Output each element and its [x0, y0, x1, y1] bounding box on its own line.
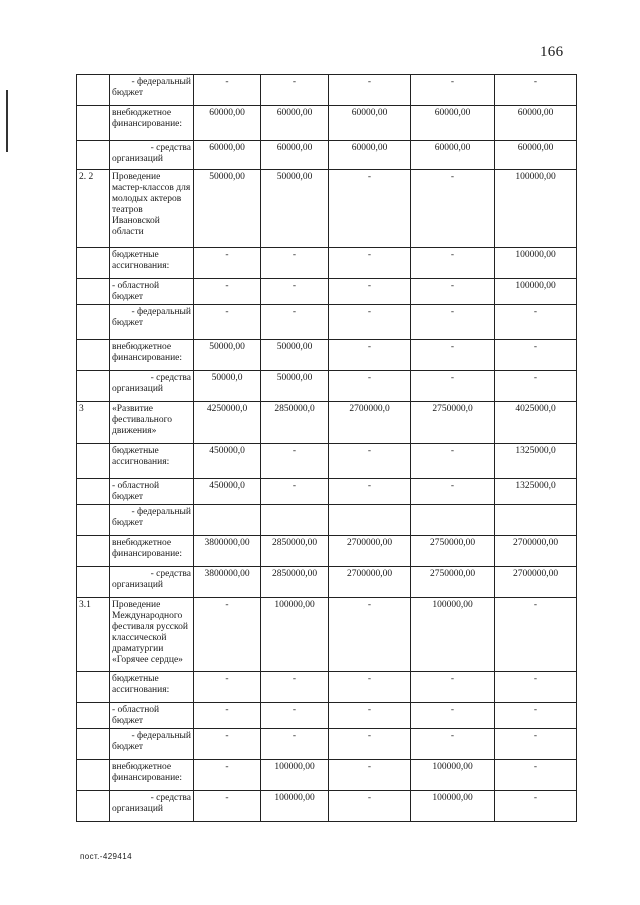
description-first-line: внебюджетное [112, 762, 172, 772]
value-cell: 2700000,00 [495, 567, 577, 598]
row-description [110, 760, 194, 791]
row-description [110, 729, 194, 760]
value-cell: - [329, 760, 411, 791]
table-row [77, 444, 577, 479]
row-number [77, 279, 110, 305]
value-cell: 50000,00 [261, 340, 329, 371]
value-cell: - [194, 760, 261, 791]
value-cell: - [329, 371, 411, 402]
value-cell: - [495, 598, 577, 672]
value-cell: - [329, 340, 411, 371]
value-cell: 4250000,0 [194, 402, 261, 444]
row-number [77, 567, 110, 598]
value-cell: - [194, 598, 261, 672]
value-cell: - [194, 75, 261, 106]
description-rest: финансирование: [112, 119, 183, 129]
row-description [110, 106, 194, 141]
value-cell: - [194, 729, 261, 760]
table-row [77, 598, 577, 672]
value-cell: - [495, 703, 577, 729]
description-rest: организаций [112, 804, 164, 814]
description-first-line: Проведение [112, 172, 161, 182]
description-rest: бюджет [112, 742, 144, 752]
row-number [77, 106, 110, 141]
value-cell: 100000,00 [261, 760, 329, 791]
description-rest: бюджет [112, 88, 144, 98]
table-row [77, 170, 577, 248]
value-cell: - [495, 729, 577, 760]
value-cell: 60000,00 [495, 106, 577, 141]
description-rest: финансирование: [112, 353, 183, 363]
description-rest: мастер-классов для молодых актеров театров Ивановской области [112, 183, 191, 237]
row-number [77, 479, 110, 505]
value-cell: 60000,00 [194, 106, 261, 141]
table-row [77, 141, 577, 170]
description-first-line: - средства [150, 373, 191, 383]
value-cell: 2700000,00 [329, 567, 411, 598]
value-cell: - [194, 703, 261, 729]
value-cell: 100000,00 [411, 791, 495, 822]
row-description [110, 340, 194, 371]
description-first-line: Проведение [112, 600, 161, 610]
value-cell [261, 505, 329, 536]
value-cell: - [261, 248, 329, 279]
margin-mark [6, 90, 8, 152]
value-cell: 60000,00 [411, 141, 495, 170]
value-cell: - [495, 760, 577, 791]
table-row [77, 75, 577, 106]
row-number [77, 444, 110, 479]
description-rest: бюджет [112, 318, 144, 328]
description-rest: организаций [112, 580, 164, 590]
description-rest: финансирование: [112, 773, 183, 783]
description-rest: фестивального движения» [112, 415, 173, 436]
value-cell [194, 505, 261, 536]
value-cell: - [495, 305, 577, 340]
value-cell: - [329, 75, 411, 106]
value-cell: 60000,00 [411, 106, 495, 141]
value-cell: - [329, 279, 411, 305]
budget-table-body [77, 75, 577, 822]
value-cell [411, 505, 495, 536]
value-cell: - [411, 248, 495, 279]
value-cell: 4025000,0 [495, 402, 577, 444]
description-rest: ассигнования: [112, 457, 170, 467]
value-cell: - [329, 248, 411, 279]
row-number [77, 141, 110, 170]
value-cell: - [329, 305, 411, 340]
description-first-line: - федеральный [131, 77, 191, 87]
value-cell: - [411, 170, 495, 248]
value-cell: 2850000,00 [261, 567, 329, 598]
value-cell: 100000,00 [411, 760, 495, 791]
row-number [77, 248, 110, 279]
table-row [77, 279, 577, 305]
value-cell: - [329, 479, 411, 505]
row-number: 3.1 [77, 598, 110, 672]
value-cell: - [261, 75, 329, 106]
value-cell: - [411, 729, 495, 760]
row-number [77, 305, 110, 340]
description-rest: организаций [112, 154, 164, 164]
value-cell: 1325000,0 [495, 444, 577, 479]
value-cell: - [194, 305, 261, 340]
row-number [77, 791, 110, 822]
table-row [77, 703, 577, 729]
table-row [77, 248, 577, 279]
value-cell: - [329, 729, 411, 760]
value-cell: - [329, 170, 411, 248]
value-cell [329, 505, 411, 536]
value-cell: - [411, 672, 495, 703]
value-cell: - [411, 371, 495, 402]
table-row [77, 760, 577, 791]
value-cell: - [411, 444, 495, 479]
value-cell: 2750000,00 [411, 567, 495, 598]
value-cell: - [329, 598, 411, 672]
row-description [110, 479, 194, 505]
row-description [110, 672, 194, 703]
description-first-line: - средства [150, 793, 191, 803]
value-cell: - [495, 340, 577, 371]
value-cell: - [261, 444, 329, 479]
value-cell: 100000,00 [261, 791, 329, 822]
table-row [77, 567, 577, 598]
value-cell [495, 505, 577, 536]
value-cell: 60000,00 [261, 106, 329, 141]
description-first-line: - областной бюджет [112, 705, 160, 726]
description-first-line: - областной бюджет [112, 481, 160, 502]
value-cell: - [261, 305, 329, 340]
value-cell: 3800000,00 [194, 536, 261, 567]
value-cell: - [261, 479, 329, 505]
value-cell: - [329, 791, 411, 822]
row-description [110, 248, 194, 279]
value-cell: 100000,00 [495, 279, 577, 305]
value-cell: - [495, 791, 577, 822]
description-rest: ассигнования: [112, 261, 170, 271]
value-cell: - [194, 672, 261, 703]
description-first-line: - областной бюджет [112, 281, 160, 302]
footer-code: пост.-429414 [80, 852, 132, 861]
value-cell: 3800000,00 [194, 567, 261, 598]
value-cell: 2850000,0 [261, 402, 329, 444]
value-cell: - [329, 672, 411, 703]
value-cell: 2700000,0 [329, 402, 411, 444]
row-description [110, 141, 194, 170]
value-cell: - [495, 371, 577, 402]
row-number [77, 75, 110, 106]
value-cell: 2750000,00 [411, 536, 495, 567]
value-cell: - [411, 75, 495, 106]
row-description [110, 402, 194, 444]
value-cell: 60000,00 [194, 141, 261, 170]
row-number: 2. 2 [77, 170, 110, 248]
page-number: 166 [540, 44, 564, 60]
value-cell: - [261, 672, 329, 703]
description-first-line: внебюджетное [112, 108, 172, 118]
row-number [77, 536, 110, 567]
value-cell: 50000,00 [194, 170, 261, 248]
table-row [77, 340, 577, 371]
value-cell: - [495, 672, 577, 703]
table-row [77, 479, 577, 505]
value-cell: 2700000,00 [495, 536, 577, 567]
value-cell: - [411, 703, 495, 729]
value-cell: 2750000,0 [411, 402, 495, 444]
row-description [110, 170, 194, 248]
value-cell: 100000,00 [495, 170, 577, 248]
value-cell: - [329, 444, 411, 479]
row-number [77, 760, 110, 791]
row-description [110, 536, 194, 567]
row-number: 3 [77, 402, 110, 444]
table-row [77, 505, 577, 536]
row-number [77, 340, 110, 371]
row-description [110, 444, 194, 479]
value-cell: - [194, 248, 261, 279]
value-cell: - [194, 279, 261, 305]
row-number [77, 729, 110, 760]
value-cell: 60000,00 [261, 141, 329, 170]
description-first-line: - средства [150, 569, 191, 579]
value-cell: - [261, 279, 329, 305]
value-cell: 100000,00 [495, 248, 577, 279]
description-rest: Международного фестиваля русской классической драматургии «Горячее сердце» [112, 611, 188, 665]
description-rest: ассигнования: [112, 685, 170, 695]
table-row [77, 672, 577, 703]
value-cell: - [411, 305, 495, 340]
row-description [110, 505, 194, 536]
budget-table [76, 74, 577, 822]
value-cell: - [261, 729, 329, 760]
value-cell: 450000,0 [194, 444, 261, 479]
value-cell: 50000,00 [261, 371, 329, 402]
description-first-line: внебюджетное [112, 342, 172, 352]
value-cell: - [329, 703, 411, 729]
table-row [77, 536, 577, 567]
description-first-line: «Развитие [112, 404, 154, 414]
table-row [77, 729, 577, 760]
description-first-line: внебюджетное [112, 538, 172, 548]
value-cell: - [411, 340, 495, 371]
table-row [77, 106, 577, 141]
value-cell: - [261, 703, 329, 729]
value-cell: 50000,00 [261, 170, 329, 248]
row-description [110, 279, 194, 305]
description-first-line: бюджетные [112, 446, 159, 456]
description-first-line: - федеральный [131, 507, 191, 517]
row-number [77, 672, 110, 703]
value-cell: 2850000,00 [261, 536, 329, 567]
value-cell: 60000,00 [495, 141, 577, 170]
row-number [77, 505, 110, 536]
value-cell: - [495, 75, 577, 106]
row-number [77, 371, 110, 402]
description-rest: финансирование: [112, 549, 183, 559]
table-row [77, 791, 577, 822]
value-cell: 2700000,00 [329, 536, 411, 567]
description-first-line: - средства [150, 143, 191, 153]
row-description [110, 75, 194, 106]
value-cell: 50000,0 [194, 371, 261, 402]
row-description [110, 567, 194, 598]
row-description [110, 305, 194, 340]
row-description [110, 791, 194, 822]
row-number [77, 703, 110, 729]
table-row [77, 371, 577, 402]
row-description [110, 598, 194, 672]
description-rest: организаций [112, 384, 164, 394]
table-row [77, 402, 577, 444]
row-description [110, 371, 194, 402]
value-cell: - [194, 791, 261, 822]
value-cell: - [411, 479, 495, 505]
row-description [110, 703, 194, 729]
value-cell: 1325000,0 [495, 479, 577, 505]
value-cell: 100000,00 [261, 598, 329, 672]
description-first-line: - федеральный [131, 307, 191, 317]
description-first-line: - федеральный [131, 731, 191, 741]
description-rest: бюджет [112, 518, 144, 528]
value-cell: 60000,00 [329, 106, 411, 141]
value-cell: 50000,00 [194, 340, 261, 371]
value-cell: 60000,00 [329, 141, 411, 170]
value-cell: - [411, 279, 495, 305]
description-first-line: бюджетные [112, 674, 159, 684]
value-cell: 450000,0 [194, 479, 261, 505]
description-first-line: бюджетные [112, 250, 159, 260]
value-cell: 100000,00 [411, 598, 495, 672]
table-row [77, 305, 577, 340]
